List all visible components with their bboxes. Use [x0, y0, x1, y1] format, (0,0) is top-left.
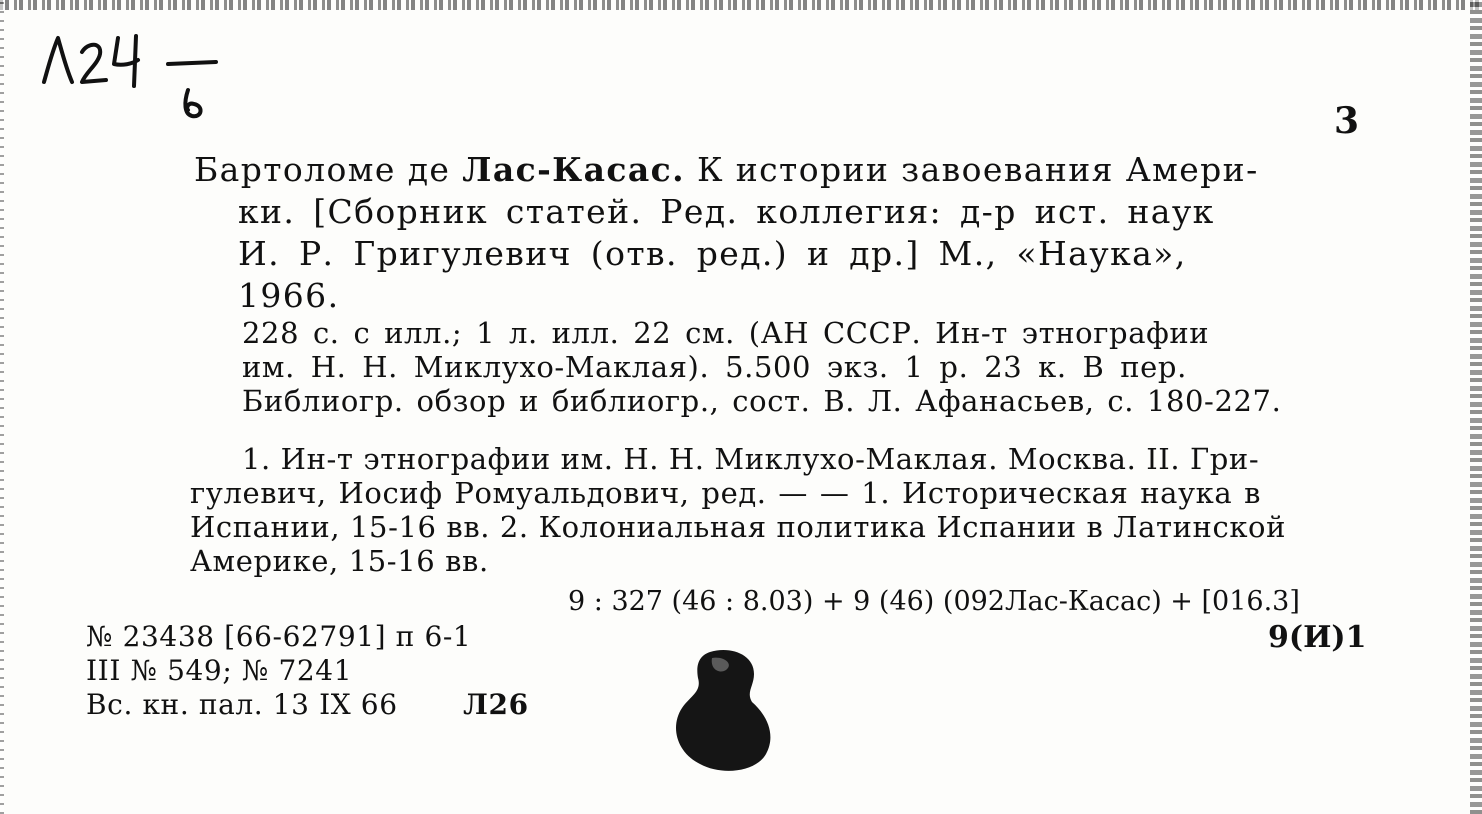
title-line-3: И. Р. Григулевич (отв. ред.) и др.] М., «Наука», [238, 234, 1187, 273]
scan-edge-top [0, 0, 1482, 10]
inventory-line-3 [86, 688, 529, 721]
description-line-3: Библиогр. обзор и библиогр., сост. В. Л. Афанасьев, с. 180-227. [242, 384, 1282, 418]
subject-line-2: гулевич, Иосиф Ромуальдович, ред. — — 1. Историческая наука в [190, 476, 1262, 510]
book-chamber-code: Л26 [463, 688, 529, 721]
subject-line-4: Америке, 15-16 вв. [190, 544, 489, 578]
book-chamber-entry: Вс. кн. пал. 13 IX 66 [86, 688, 398, 721]
author-forename: Бартоломе де [194, 150, 451, 189]
ink-blot [668, 646, 778, 776]
inventory-line-1: № 23438 [66-62791] п 6-1 [86, 620, 472, 653]
title-start: К истории завоевания Амери- [696, 150, 1259, 189]
description-line-2: им. Н. Н. Миклухо-Маклая). 5.500 экз. 1 р. 23 к. В пер. [242, 350, 1187, 384]
title-line-1 [194, 150, 1259, 189]
author-surname: Лас-Касас. [462, 150, 686, 189]
scan-edge-right [1470, 0, 1482, 814]
title-line-2: ки. [Сборник статей. Ред. коллегия: д-р ист. наук [238, 192, 1215, 231]
title-line-4: 1966. [238, 276, 340, 315]
description-line-1: 228 с. с илл.; 1 л. илл. 22 см. (АН СССР. Ин-т этнографии [242, 316, 1210, 350]
subject-line-1: 1. Ин-т этнографии им. Н. Н. Миклухо-Маклая. Москва. II. Гри- [242, 442, 1260, 476]
scan-edge-left [0, 0, 4, 814]
handwritten-shelf-mark [38, 30, 228, 130]
classification-formula: 9 : 327 (46 : 8.03) + 9 (46) (092Лас-Касас) + [016.3] [568, 586, 1300, 617]
class-index: 9(И)1 [1268, 620, 1367, 655]
subject-line-3: Испании, 15-16 вв. 2. Колониальная политика Испании в Латинской [190, 510, 1287, 544]
card-number: 3 [1334, 100, 1360, 142]
inventory-line-2: III № 549; № 7241 [86, 654, 353, 687]
